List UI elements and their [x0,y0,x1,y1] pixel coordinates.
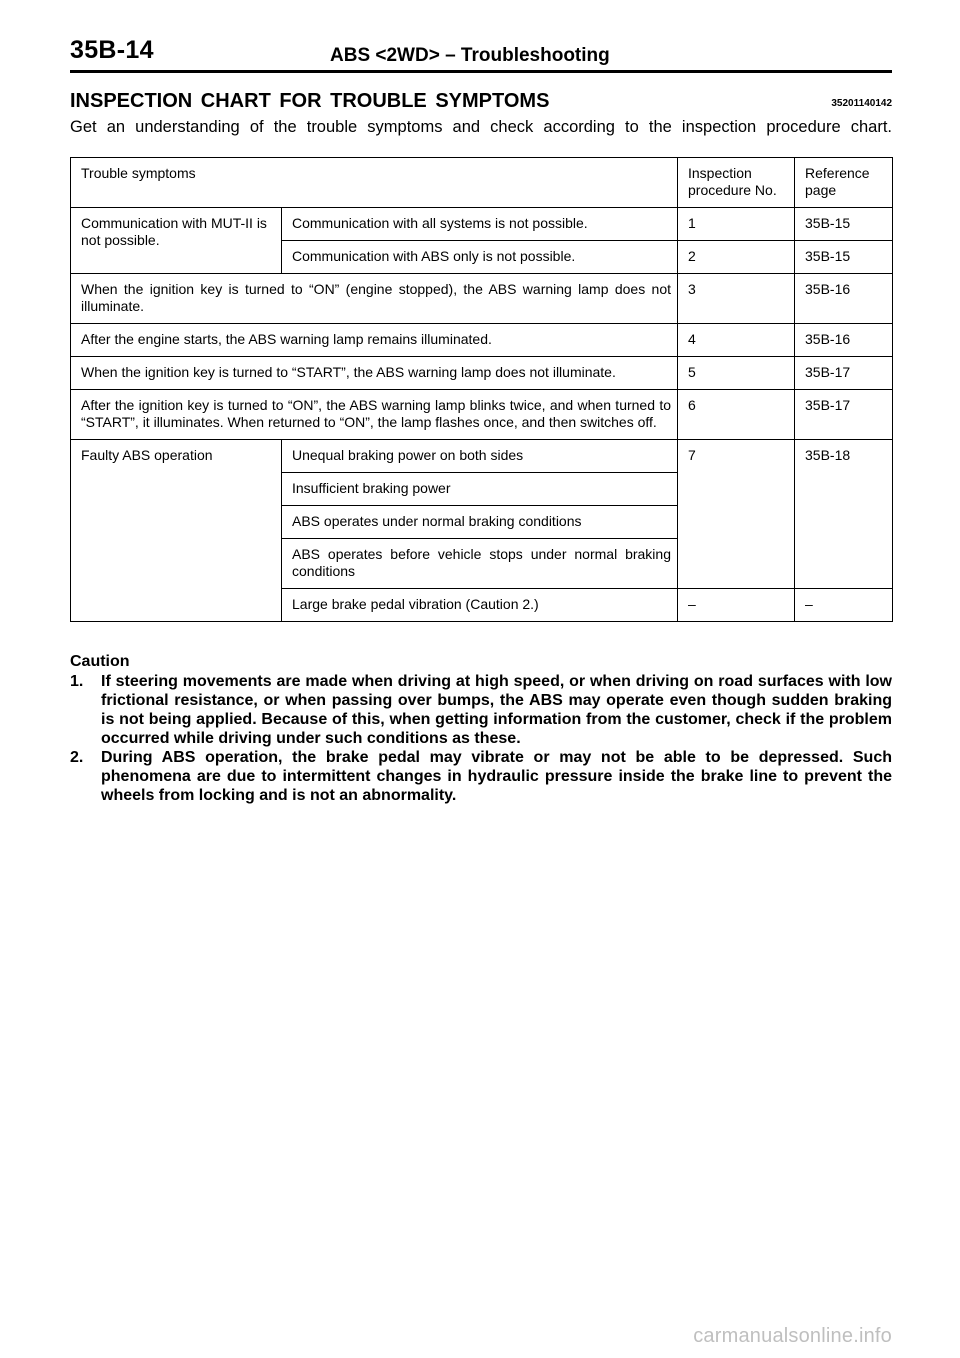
page-header-title: ABS <2WD> – Troubleshooting [330,45,610,66]
procedure-cell: 3 [678,274,795,324]
caution-item [70,748,892,805]
caution-item-number: 1. [70,673,84,690]
table-header-row [71,158,893,208]
procedure-cell: 4 [678,324,795,357]
reference-cell: 35B-16 [795,324,893,357]
table-row [71,274,893,324]
symptom-cell: Insufficient braking power [282,473,678,506]
symptom-cell: After the engine starts, the ABS warning lamp remains illuminated. [71,324,678,357]
reference-cell: 35B-15 [795,208,893,241]
inspection-chart-table [70,157,893,622]
table-row [71,357,893,390]
reference-cell: 35B-17 [795,390,893,440]
header-reference-page: Reference page [795,158,893,208]
symptom-cell: When the ignition key is turned to “ON” (engine stopped), the ABS warning lamp does not illuminate. [71,274,678,324]
section-reference-code: 35201140142 [831,98,892,109]
symptom-cell: ABS operates before vehicle stops under normal braking conditions [282,539,678,589]
section-heading: INSPECTION CHART FOR TROUBLE SYMPTOMS [70,90,550,112]
table-row [71,440,893,473]
intro-paragraph: Get an understanding of the trouble symptoms and check according to the inspection procedure chart. [70,118,892,136]
symptom-cell: When the ignition key is turned to “START”, the ABS warning lamp does not illuminate. [71,357,678,390]
header-trouble-symptoms: Trouble symptoms [71,158,678,208]
caution-item-number: 2. [70,749,84,766]
reference-cell: 35B-18 [795,440,893,589]
procedure-cell: 2 [678,241,795,274]
table-row [71,208,893,241]
group-cell-communication: Communication with MUT-II is not possible. [71,208,282,274]
caution-block [70,652,892,805]
symptom-cell: ABS operates under normal braking conditions [282,506,678,539]
procedure-cell: 1 [678,208,795,241]
symptom-cell: Communication with ABS only is not possible. [282,241,678,274]
page-number: 35B-14 [70,36,154,64]
procedure-cell: 5 [678,357,795,390]
caution-item-text: If steering movements are made when driving at high speed, or when driving on road surfaces with low frictional resistance, or when passing over bumps, the ABS may operate even though sudden braking is not being applied. Because of this, when getting information from the customer, check if the problem occurred while driving under such conditions as these. [101,673,892,747]
symptom-cell: Large brake pedal vibration (Caution 2.) [282,589,678,622]
header-inspection-procedure: Inspection procedure No. [678,158,795,208]
procedure-cell: 7 [678,440,795,589]
reference-cell: 35B-16 [795,274,893,324]
procedure-cell: – [678,589,795,622]
caution-title: Caution [70,653,130,670]
reference-cell: 35B-15 [795,241,893,274]
procedure-cell: 6 [678,390,795,440]
symptom-cell: Communication with all systems is not possible. [282,208,678,241]
header-divider [70,70,892,73]
reference-cell: – [795,589,893,622]
reference-cell: 35B-17 [795,357,893,390]
watermark: carmanualsonline.info [693,1325,892,1347]
caution-item-text: During ABS operation, the brake pedal may vibrate or may not be able to be depressed. Such phenomena are due to intermittent changes in hydraulic pressure inside the brake line to prevent the wheels from locking and is not an abnormality. [101,749,892,804]
table-row [71,324,893,357]
symptom-cell: Unequal braking power on both sides [282,440,678,473]
caution-item [70,672,892,748]
group-cell-faulty-abs: Faulty ABS operation [71,440,282,622]
symptom-cell: After the ignition key is turned to “ON”, the ABS warning lamp blinks twice, and when turned to “START”, it illuminates. When returned to “ON”, the lamp flashes once, and then switches off. [71,390,678,440]
table-row [71,390,893,440]
